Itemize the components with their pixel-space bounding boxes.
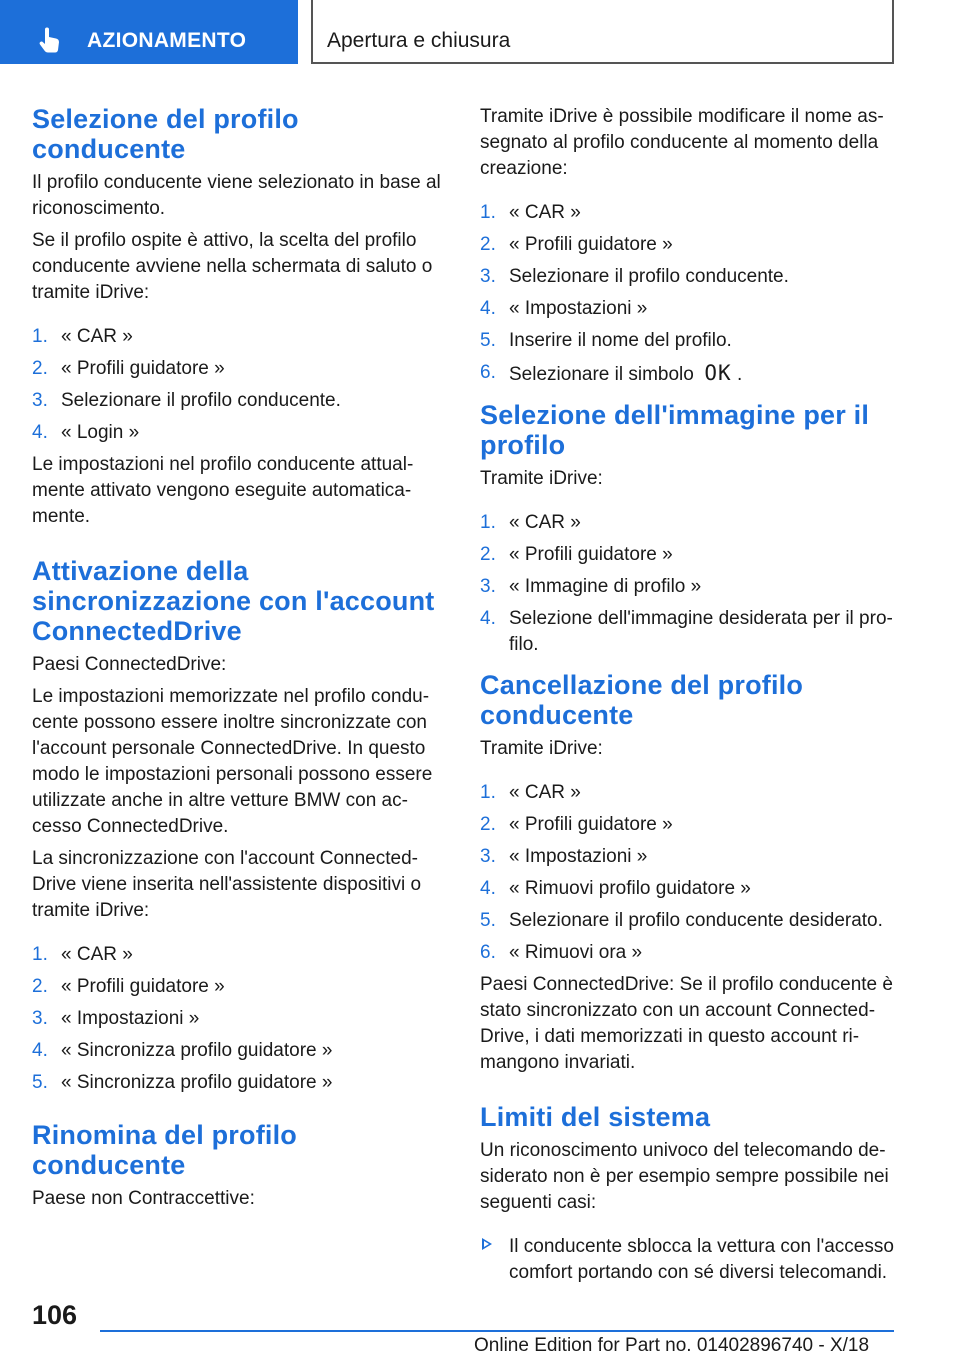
step-text: « Sincronizza profilo guidatore » — [61, 1040, 333, 1061]
step-number: 3. — [480, 846, 496, 867]
list-item — [480, 200, 900, 226]
list-item — [32, 974, 444, 1000]
heading-system-limits: Limiti del sistema — [480, 1102, 711, 1132]
step-text-end: . — [736, 364, 743, 385]
step-number: 4. — [480, 298, 496, 319]
step-text: Selezione dell'immagine desiderata per il profilo. — [509, 608, 893, 655]
heading-profile-image: Selezione dell'immagine per il profilo — [480, 400, 870, 460]
list-item — [480, 542, 900, 568]
list-item — [480, 1234, 900, 1286]
footer-divider — [100, 1330, 894, 1332]
step-number: 2. — [32, 976, 48, 997]
step-text: « CAR » — [61, 326, 133, 347]
hand-pointer-icon — [36, 26, 64, 54]
list-item — [480, 574, 900, 600]
list-item — [480, 232, 900, 258]
triangle-bullet-icon — [482, 1238, 492, 1250]
step-number: 5. — [480, 910, 496, 931]
list-item — [480, 812, 900, 838]
paragraph: La sincronizzazione con l'account ConnectedDrive viene inserita nell'assistente dispositivi o tramite iDrive: — [32, 848, 422, 921]
paragraph: Paese non Contraccettive: — [32, 1188, 255, 1209]
step-number: 2. — [480, 814, 496, 835]
step-number: 4. — [32, 422, 48, 443]
paragraph: Paesi ConnectedDrive: — [32, 654, 227, 675]
step-number: 1. — [32, 944, 48, 965]
step-number: 3. — [32, 1008, 48, 1029]
paragraph: Se il profilo ospite è attivo, la scelta del profilo conducente avviene nella schermata di saluto o tramite iDrive: — [32, 230, 433, 303]
list-item — [480, 328, 900, 354]
step-list — [480, 510, 900, 658]
section-title: Apertura e chiusura — [327, 29, 511, 52]
list-item — [32, 1006, 444, 1032]
heading-rename-profile: Rinomina del profilo conducente — [32, 1120, 297, 1180]
bullet-text: Il conducente sblocca la vettura con l'accesso comfort portando con sé diversi telecomandi. — [509, 1236, 894, 1283]
step-number: 6. — [480, 942, 496, 963]
step-text: « CAR » — [509, 202, 581, 223]
step-text: « CAR » — [509, 782, 581, 803]
page-header — [0, 0, 960, 66]
ok-symbol-icon: OK — [704, 361, 732, 385]
step-list — [32, 324, 444, 446]
chapter-title: AZIONAMENTO — [87, 29, 247, 52]
paragraph: Le impostazioni nel profilo conducente attualmente attivato vengono eseguite automaticamente. — [32, 454, 414, 527]
step-text: « Profili guidatore » — [509, 234, 673, 255]
right-column — [480, 104, 900, 1286]
step-text: Inserire il nome del profilo. — [509, 330, 732, 351]
page-footer — [0, 1290, 960, 1362]
list-item — [32, 1070, 444, 1096]
step-text: Selezionare il profilo conducente. — [61, 390, 341, 411]
list-item — [32, 324, 444, 350]
list-item — [480, 360, 900, 388]
page-number: 106 — [32, 1300, 78, 1330]
step-number: 6. — [480, 362, 496, 383]
step-text: « Impostazioni » — [61, 1008, 200, 1029]
left-column — [32, 104, 444, 1212]
step-number: 5. — [32, 1072, 48, 1093]
step-text: « Immagine di profilo » — [509, 576, 702, 597]
step-list — [480, 780, 900, 966]
list-item — [480, 606, 900, 658]
step-list — [480, 200, 900, 388]
heading-select-profile: Selezione del profilo conducente — [32, 104, 299, 164]
list-item — [480, 510, 900, 536]
step-list — [32, 942, 444, 1096]
paragraph: Le impostazioni memorizzate nel profilo conducente possono essere inoltre sincronizzate con l'account personale ConnectedDrive. In questo modo le impostazioni personali possono essere utilizzate anche in altre vetture BMW con accesso ConnectedDrive. — [32, 686, 433, 837]
list-item — [480, 296, 900, 322]
list-item — [480, 780, 900, 806]
section-tab — [311, 0, 894, 64]
step-number: 1. — [480, 782, 496, 803]
step-text: Selezionare il profilo conducente. — [509, 266, 789, 287]
paragraph: Tramite iDrive è possibile modificare il nome assegnato al profilo conducente al momento della creazione: — [480, 106, 884, 179]
step-number: 3. — [480, 266, 496, 287]
edition-text: Online Edition for Part no. 01402896740 - X/18 — [474, 1335, 870, 1356]
paragraph: Paesi ConnectedDrive: Se il profilo conducente è stato sincronizzato con un account ConnectedDrive, i dati memorizzati in questo account rimangono invariati. — [480, 974, 893, 1073]
step-text: « Impostazioni » — [509, 846, 648, 867]
paragraph: Tramite iDrive: — [480, 468, 603, 489]
step-text: « Profili guidatore » — [509, 544, 673, 565]
paragraph: Il profilo conducente viene selezionato in base al riconoscimento. — [32, 172, 441, 219]
list-item — [480, 264, 900, 290]
step-number: 3. — [32, 390, 48, 411]
step-number: 2. — [480, 234, 496, 255]
list-item — [480, 844, 900, 870]
heading-delete-profile: Cancellazione del profilo conducente — [480, 670, 804, 730]
step-number: 5. — [480, 330, 496, 351]
step-number: 4. — [480, 878, 496, 899]
step-text: « CAR » — [61, 944, 133, 965]
step-text: Selezionare il simbolo — [509, 364, 694, 385]
list-item — [32, 1038, 444, 1064]
list-item — [480, 876, 900, 902]
list-item — [32, 388, 444, 414]
list-item — [32, 356, 444, 382]
step-text: « Impostazioni » — [509, 298, 648, 319]
heading-sync-account: Attivazione della sincronizzazione con l'account ConnectedDrive — [32, 556, 435, 646]
step-number: 3. — [480, 576, 496, 597]
step-number: 4. — [32, 1040, 48, 1061]
step-text: « Rimuovi ora » — [509, 942, 643, 963]
paragraph: Un riconoscimento univoco del telecomando desiderato non è per esempio sempre possibile nei seguenti casi: — [480, 1140, 889, 1213]
step-text: « Profili guidatore » — [509, 814, 673, 835]
chapter-tab — [0, 0, 298, 64]
step-text: « Profili guidatore » — [61, 976, 225, 997]
step-text: Selezionare il profilo conducente desiderato. — [509, 910, 883, 931]
step-text: « Login » — [61, 422, 140, 443]
step-text: « Profili guidatore » — [61, 358, 225, 379]
list-item — [480, 940, 900, 966]
step-text: « CAR » — [509, 512, 581, 533]
step-number: 1. — [480, 512, 496, 533]
step-text: « Sincronizza profilo guidatore » — [61, 1072, 333, 1093]
step-number: 1. — [480, 202, 496, 223]
step-number: 1. — [32, 326, 48, 347]
step-number: 4. — [480, 608, 496, 629]
bullet-list — [480, 1234, 900, 1286]
paragraph: Tramite iDrive: — [480, 738, 603, 759]
step-text: « Rimuovi profilo guidatore » — [509, 878, 751, 899]
step-number: 2. — [32, 358, 48, 379]
list-item — [480, 908, 900, 934]
list-item — [32, 942, 444, 968]
list-item — [32, 420, 444, 446]
step-number: 2. — [480, 544, 496, 565]
